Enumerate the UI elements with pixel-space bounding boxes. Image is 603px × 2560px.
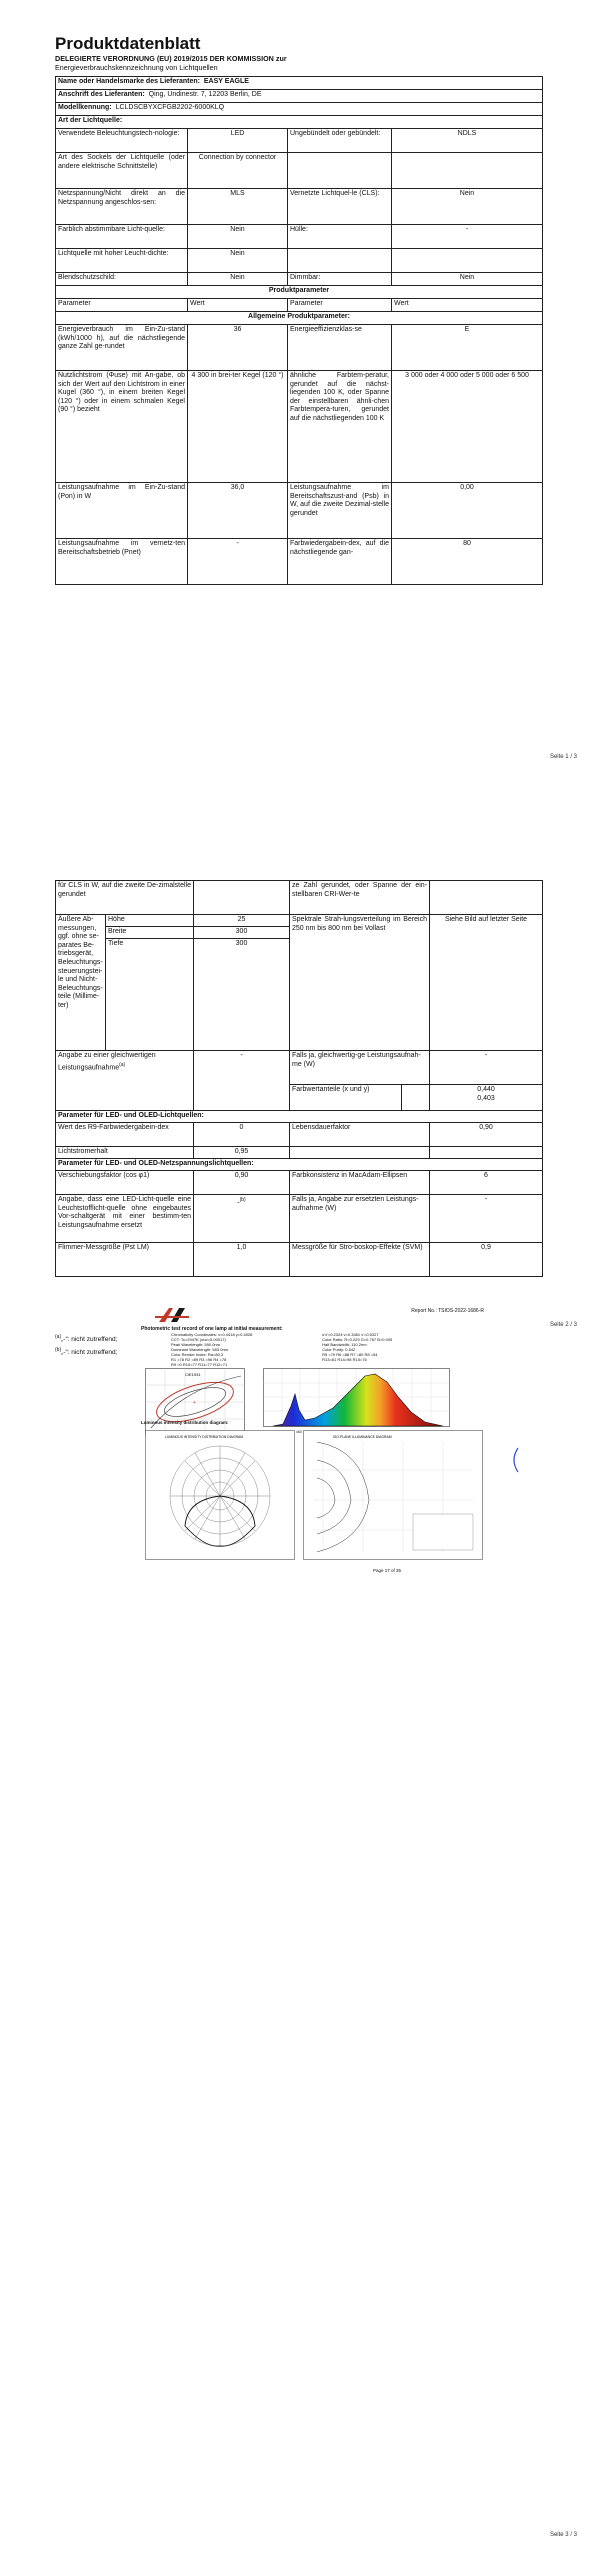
footnote-a: $^{(a)}$„-“: nicht zutreffend; — [55, 1334, 118, 1344]
report-page: Page 17 of 35 — [373, 1568, 402, 1573]
table-row: Nutzlichtstrom (Φuse) mit An-gabe, ob sich der Wert auf den Lichtstrom in einer Kugel (360 °), in einem breiten Kegel (120 °) oder in einem schmalen Kegel (90 °) bezieht 4 300 in brei-ter Kegel (120 °) ähnliche Farbtem-peratur, gerundet auf die nächst-liegenden 100 K, oder Spanne der einstellbaren ähnli-chen Farbtempera-turen, gerundet auf die nächstliegenden 100 K 3 000 oder 4 000 oder 5 000 oder 6 500 — [56, 371, 543, 483]
supplier-name-row: Name oder Handelsmarke des Lieferanten: EASY EAGLE — [56, 77, 543, 90]
table-row: Energieverbrauch im Ein-Zu-stand (kWh/1000 h), auf die nächstliegende ganze Zahl ge-rundet 36 Energieeffizienzklas-se E — [56, 325, 543, 371]
regulation-subline: Energieverbrauchskennzeichnung von Lichtquellen — [55, 63, 218, 72]
type-row: Art der Lichtquelle: — [56, 116, 543, 129]
table-row: Verwendete Beleuchtungstech-nologie: LED Ungebündelt oder gebündelt: NDLS — [56, 129, 543, 153]
table-row: Leistungsaufnahme im vernetz-ten Bereitschaftsbetrieb (Pnet) - Farbwiedergabein-dex, auf die nächstliegende gan- 80 — [56, 539, 543, 585]
svg-text:460: 460 — [296, 1430, 302, 1434]
page-number: Seite 3 / 3 — [549, 2532, 577, 2538]
params-table-continued — [55, 880, 543, 1277]
polar-intensity-diagram — [145, 1430, 295, 1560]
table-row: Leistungsaufnahme im Ein-Zu-stand (Pon) in W 36,0 Leistungsaufnahme im Bereitschaftszust-and (Psb) in W, auf die zweite Dezimal-stelle gerundet 0,00 — [56, 483, 543, 539]
product-params-heading: Produktparameter — [56, 286, 543, 299]
params-right: u'v'=0.2324 v=0.3481 v'=0.5327 Color Ratio: R=0.229 G=0.767 B=0.005 Half Bandwidth: 110.2nm Color Purity: 0.542 R5 =79 R6 =88 R7 =80 R8 =54 R13=81 R14=98 R15=76 — [322, 1332, 393, 1362]
dims-row: Äußere Ab-messungen, ggf. ohne se-parates Be-triebsgerät, Beleuchtungs-steuerungstei-le und Nicht-Beleuchtungs-teile (Millime-ter) Höhe 25 Spektrale Strah-lungsverteilung im Bereich 250 nm bis 800 nm bei Vollast Siehe Bild auf letzter Seite — [56, 915, 543, 927]
dims-row: Breite 300 — [56, 927, 543, 939]
table-row: Farblich abstimmbare Licht-quelle: Nein Hülle: - — [56, 225, 543, 249]
page-1 — [0, 0, 603, 800]
page-number: Seite 2 / 3 — [549, 1322, 577, 1328]
iso-illuminance-diagram — [303, 1430, 483, 1560]
table-row: Blendschutzschild: Nein Dimmbar: Nein — [56, 273, 543, 286]
spectrum-chart — [253, 1366, 453, 1436]
table-row: für CLS in W, auf die zweite De-zimalstelle gerundet ze Zahl gerundet, oder Spanne der ein-stellbaren CRI-Wer-te — [56, 881, 543, 915]
general-params-heading: Allgemeine Produktparameter: — [56, 312, 543, 325]
mains-params-heading: Parameter für LED- und OLED-Netzspannungslichtquellen: — [56, 1159, 543, 1171]
annotation-mark-icon — [508, 1446, 522, 1474]
iso-title: ISO-PLANE ILLUMINANCE DIAGRAM — [333, 1435, 392, 1439]
led-params-heading: Parameter für LED- und OLED-Lichtquellen: — [56, 1111, 543, 1123]
lab-logo-icon — [155, 1304, 191, 1326]
document-title: Produktdatenblatt — [55, 34, 201, 53]
table-row: Lichtquelle mit hoher Leucht-dichte: Nein — [56, 249, 543, 273]
table-row: Netzspannung/Nicht direkt an die Netzspannung angeschlos-sen: MLS Vernetzte Lichtquel-le (CLS): Nein — [56, 189, 543, 225]
page-number: Seite 1 / 3 — [549, 754, 577, 760]
dims-row: Tiefe 300 — [56, 939, 543, 1051]
table-row: Lichtstromerhalt 0,95 — [56, 1147, 543, 1159]
table-row: Angabe, dass eine LED-Licht-quelle eine Leuchtstofflicht-quelle ohne eingebautes Vor-schaltgerät mit einer bestimm-ten Leistungsaufnahme ersetzt -$^{(b)}$ Falls ja, Angabe zur ersetzten Leistungs-aufnahme (W) - — [56, 1195, 543, 1243]
regulation-header — [55, 54, 543, 72]
cie-label: CIE1931 — [185, 1372, 201, 1377]
table-row: Verschiebungsfaktor (cos φ1) 0,90 Farbkonsistenz in MacAdam-Ellipsen 6 — [56, 1171, 543, 1195]
cie-ellipse-chart — [145, 1368, 245, 1436]
supplier-address-row: Anschrift des Lieferanten: Qing, Undinestr. 7, 12203 Berlin, DE — [56, 90, 543, 103]
model-row: Modellkennung: LCLDSCBYXCFGB2202-6000KLQ — [56, 103, 543, 116]
equiv-row: Angabe zu einer gleichwertigen Leistungsaufnahme$^{(a)}$ - Falls ja, gleichwertig-ge Leistungsaufnah-me (W) - — [56, 1051, 543, 1085]
luminous-distribution-title: Luminous intensity distribution diagram: — [141, 1420, 229, 1425]
report-number: Report No.: TSIOS-2022-1686-R — [411, 1308, 484, 1314]
table-row: Flimmer-Messgröße (Pst LM) 1,0 Messgröße für Stro-boskop-Effekte (SVM) 0,9 — [56, 1243, 543, 1277]
param-header-row: Parameter Wert Parameter Wert — [56, 299, 543, 312]
chroma-row: Farbwertanteile (x und y) 0,440 0,403 — [56, 1085, 543, 1111]
test-report-image — [135, 1290, 490, 1573]
supplier-table — [55, 76, 543, 585]
footnotes — [55, 1332, 117, 1358]
params-left: Chromaticity Coordinates: x=0.4418 y=0.4028 CCT: Tc=2947K (duv=5.00017) Peak Wavelength: 590.0nm Dominant Wavelength: 583.0nm Color Render Index: Ra=80.3 R1 =78 R2 =89 R3 =96 R4 =78 R9 =0 R10=77 R11=77 R12=71 — [171, 1332, 253, 1367]
regulation-line: DELEGIERTE VERORDNUNG (EU) 2019/2015 DER KOMMISSION zur — [55, 54, 287, 63]
polar-title: LUMINOUS INTENSITY DISTRIBUTION DIAGRAM — [165, 1435, 244, 1439]
table-row: Wert des R9-Farbwiedergabein-dex 0 Lebensdauerfaktor 0,90 — [56, 1123, 543, 1147]
report-title: Photometric test record of one lamp at initial measurement: — [141, 1326, 283, 1332]
footnote-b: $^{(b)}$„-“: nicht zutreffend; — [55, 1347, 118, 1357]
photometric-params — [171, 1332, 481, 1367]
svg-text:+: + — [193, 1400, 196, 1406]
table-row: Art des Sockels der Lichtquelle (oder andere elektrische Schnittstelle) Connection by connector — [56, 153, 543, 189]
